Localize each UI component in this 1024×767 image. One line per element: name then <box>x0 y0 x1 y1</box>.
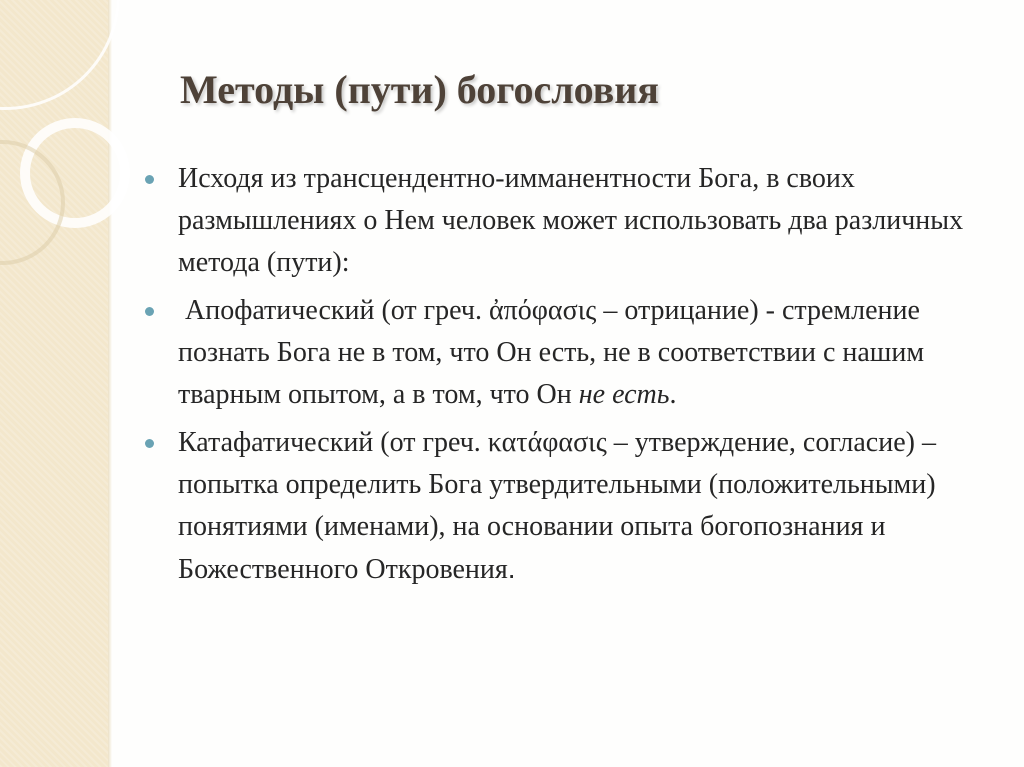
bullet-dot-icon <box>145 175 154 184</box>
bullet-text <box>178 422 1000 591</box>
bullet-text-end: . <box>669 379 677 410</box>
bullet-emphasis: не есть <box>578 379 670 410</box>
bullet-item <box>140 422 1000 591</box>
bullet-dot-icon <box>145 439 154 448</box>
bullet-text <box>178 158 1000 284</box>
bullet-text <box>178 290 1000 416</box>
decorative-side-band <box>0 0 108 767</box>
bullet-item <box>140 158 1000 284</box>
bullet-text-end: . <box>507 553 516 584</box>
slide-title: Методы (пути) богословия <box>180 67 659 112</box>
bullet-item <box>140 290 1000 416</box>
side-band-edge <box>108 0 112 767</box>
bullet-text-main: Исходя из трансцендентно-имманентности Бога, в своих размышлениях о Нем человек может использовать два различных метода (пути): <box>178 163 964 278</box>
bullet-text-main: Апофатический (от греч. ἀπόφασις – отрицание) - стремление познать Бога не в том, что Он есть, не в соответствии с нашим тварным опытом, а в том, что Он <box>178 295 925 410</box>
bullet-text-main: Катафатический (от греч. κατάφασις – утверждение, согласие) – попытка определить Бога утвердительными (положительными) понятиями (именами), на основании опыта богопознания и Божественного Откровения <box>178 427 936 585</box>
bullet-dot-icon <box>145 307 154 316</box>
bullet-list <box>140 158 1000 597</box>
